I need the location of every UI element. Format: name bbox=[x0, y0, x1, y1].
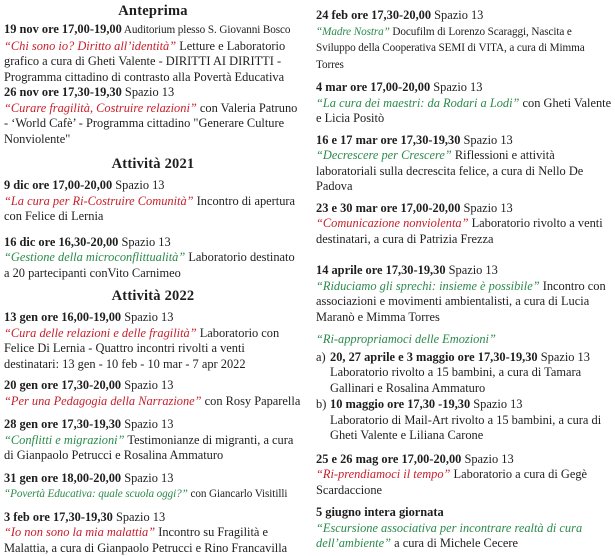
event-23-30-mar: 23 e 30 mar ore 17,00-20,00 Spazio 13 “Comunicazione nonviolenta” Laboratorio rivolto a venti destinatari, a cura di Patrizia Frezza bbox=[316, 201, 612, 248]
heading-anteprima: Anteprima bbox=[4, 2, 302, 20]
event-9-dic: 9 dic ore 17,00-20,00 Spazio 13 “La cura per Ri-Costruire Comunità” Incontro di apertura con Felice di Lernia bbox=[4, 178, 302, 225]
event-20-gen: 20 gen ore 17,30-20,00 Spazio 13 “Per una Pedagogia della Narrazione” con Rosy Paparella bbox=[4, 378, 302, 409]
emozioni-item-b: b) 10 maggio ore 17,30 -19,30 Spazio 13 Laboratorio di Mail-Art rivolto a 15 bambini, a cura di Gheti Valente e Liliana Carone bbox=[316, 397, 612, 444]
left-column bbox=[4, 0, 302, 556]
right-column bbox=[316, 0, 612, 552]
event-16-dic: 16 dic ore 16,30-20,00 Spazio 13 “Gestione della microconflittualità” Laboratorio destinato a 20 partecipanti conVito Carnimeo bbox=[4, 235, 302, 282]
event-31-gen: 31 gen ore 18,00-20,00 Spazio 13 “Povertà Educativa: quale scuola oggi?” con Giancarlo Visitilli bbox=[4, 471, 302, 503]
event-14-apr: 14 aprile ore 17,30-19,30 Spazio 13 “Riduciamo gli sprechi: insieme è possibile” Incontro con associazioni e movimenti ambientalisti, a cura di Lucia Maranò e Mimma Torres bbox=[316, 263, 612, 325]
emozioni-item-a: a) 20, 27 aprile e 3 maggio ore 17,30-19,30 Spazio 13 Laboratorio rivolto a 15 bambini, a cura di Tamara Gallinari e Rosalina Ammaturo bbox=[316, 350, 612, 397]
event-28-gen: 28 gen ore 17,30-19,30 Spazio 13 “Conflitti e migrazioni” Testimonianze di migranti, a cura di Gianpaolo Petrucci e Rosalina Ammaturo bbox=[4, 417, 302, 464]
event-24-feb: 24 feb ore 17,30-20,00 Spazio 13 “Madre Nostra” Docufilm di Lorenzo Scaraggi, Nascita e Sviluppo della Cooperativa SEMI di VITA, a cura di Mimma Torres bbox=[316, 8, 612, 73]
event-19-nov: 19 nov ore 17,00-19,00 Auditorium plesso S. Giovanni Bosco “Chi sono io? Diritto all’identità” Letture e Laboratorio grafico a cura di Gheti Valente - DIRITTI AI DIRITTI - Programma cittadino di contrasto alla Povertà Educativa bbox=[4, 22, 302, 85]
emozioni-title: “Ri-appropriamoci delle Emozioni” bbox=[316, 332, 612, 348]
event-4-mar: 4 mar ore 17,00-20,00 Spazio 13 “La cura dei maestri: da Rodari a Lodi” con Gheti Valente e Licia Positò bbox=[316, 80, 612, 127]
event-25-26-mag: 25 e 26 mag ore 17,00-20,00 Spazio 13 “Ri-prendiamoci il tempo” Laboratorio a cura di Gegè Scardaccione bbox=[316, 452, 612, 499]
event-26-nov: 26 nov ore 17,30-19,30 Spazio 13 “Curare fragilità, Costruire relazioni” con Valeria Patruno - ‘World Cafè’ - Programma cittadino "Generare Culture Nonviolente" bbox=[4, 85, 302, 147]
event-3-feb: 3 feb ore 17,30-19,30 Spazio 13 “Io non sono la mia malattia” Incontro su Fragilità e Malattia, a cura di Gianpaolo Petrucci e Rino Francavilla bbox=[4, 510, 302, 556]
heading-attivita-2021: Attività 2021 bbox=[4, 155, 302, 173]
event-16-17-mar: 16 e 17 mar ore 17,30-19,30 Spazio 13 “Decrescere per Crescere” Riflessioni e attività laboratoriali sulla decrescita felice, a cura di Nello De Padova bbox=[316, 133, 612, 195]
event-13-gen: 13 gen ore 16,00-19,00 Spazio 13 “Cura delle relazioni e delle fragilità” Laboratorio con Felice Di Lernia - Quattro incontri rivolti a venti destinatari: 13 gen - 10 feb - 10 mar - 7 apr 2022 bbox=[4, 310, 302, 372]
event-5-giu: 5 giugno intera giornata “Escursione associativa per incontrare realtà di cura dell’ambiente” a cura di Michele Cecere bbox=[316, 505, 612, 552]
heading-attivita-2022: Attività 2022 bbox=[4, 287, 302, 305]
